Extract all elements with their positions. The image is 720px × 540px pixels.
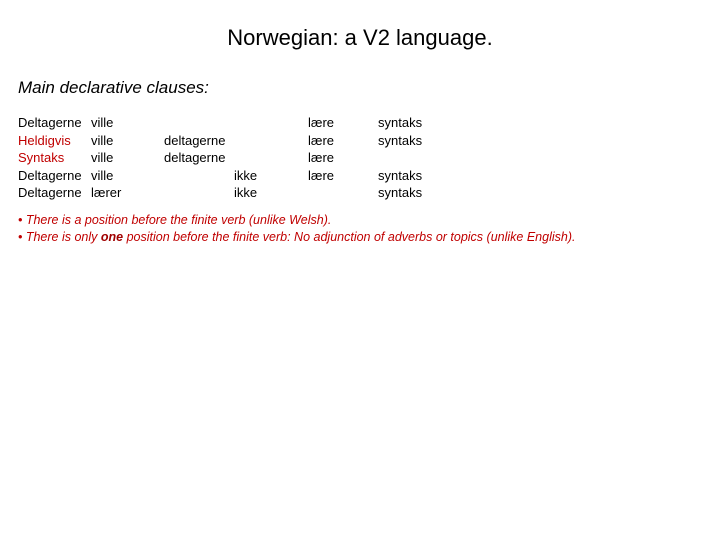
note-item-2 <box>18 229 708 246</box>
example-word-topic: Heldigvis <box>18 132 71 148</box>
example-word: ikke <box>234 185 258 200</box>
example-word: ville <box>91 150 114 165</box>
example-word: Deltagerne <box>18 115 82 130</box>
notes-list <box>18 212 708 246</box>
example-word-topic: Syntaks <box>18 150 65 165</box>
example-word: lære <box>308 115 335 130</box>
example-word: ville <box>91 132 114 148</box>
example-row-2 <box>18 132 458 150</box>
note-text: • There is only <box>18 230 101 244</box>
example-word: Deltagerne <box>18 185 82 200</box>
example-row-1 <box>18 114 458 132</box>
example-row-4 <box>18 167 458 185</box>
example-word: ikke <box>234 167 258 183</box>
example-word: lære <box>308 150 335 165</box>
note-emphasis: one <box>100 230 124 244</box>
example-word: lærer <box>91 185 122 200</box>
example-word: deltagerne <box>164 132 226 148</box>
example-word: syntaks <box>378 132 423 148</box>
slide-title: Norwegian: a V2 language. <box>227 25 493 50</box>
example-word: ville <box>91 115 114 130</box>
example-word: syntaks <box>378 167 423 183</box>
example-word: Deltagerne <box>18 167 82 183</box>
example-row-3 <box>18 149 458 167</box>
example-table <box>18 114 458 204</box>
example-word: deltagerne <box>164 150 226 165</box>
example-row-5 <box>18 184 458 202</box>
section-subtitle: Main declarative clauses: <box>18 78 209 97</box>
example-word: lære <box>308 132 335 148</box>
example-word: syntaks <box>378 185 423 200</box>
example-word: ville <box>91 167 114 183</box>
example-word: syntaks <box>378 115 423 130</box>
note-item-1: • There is a position before the finite verb (unlike Welsh). <box>18 213 332 227</box>
note-text: position before the finite verb: No adjunction of adverbs or topics (unlike English). <box>123 230 576 244</box>
example-word: lære <box>308 167 335 183</box>
